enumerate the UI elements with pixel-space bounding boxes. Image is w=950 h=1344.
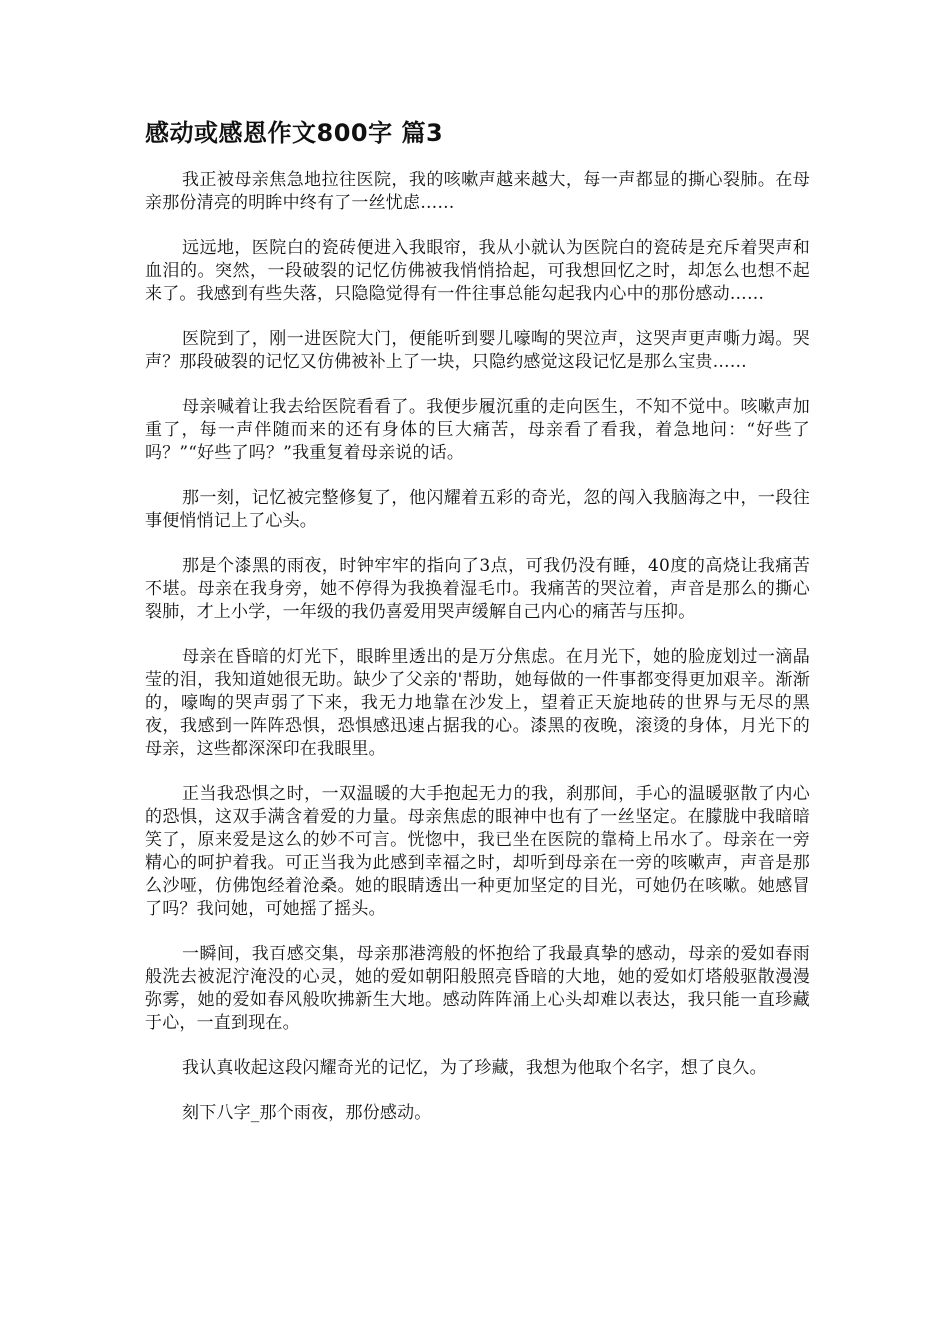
document-title: 感动或感恩作文800字 篇3 [145,119,444,147]
paragraph-10: 我认真收起这段闪耀奇光的记忆，为了珍藏，我想为他取个名字，想了良久。 [182,1058,767,1078]
paragraph-1: 我正被母亲焦急地拉往医院，我的咳嗽声越来越大，每一声都显的撕心裂肺。在母亲那份清亮的明眸中终有了一丝忧虑…… [145,170,810,213]
paragraph-3: 医院到了，刚一进医院大门，便能听到婴儿嚎啕的哭泣声，这哭声更声嘶力竭。哭声？那段破裂的记忆又仿佛被补上了一块，只隐约感觉这段记忆是那么宝贵…… [145,329,810,372]
paragraph-9: 一瞬间，我百感交集，母亲那港湾般的怀抱给了我最真挚的感动，母亲的爱如春雨般洗去被泥泞淹没的心灵，她的爱如朝阳般照亮昏暗的大地，她的爱如灯塔般驱散漫漫弥雾，她的爱如春风般吹拂新生大地。感动阵阵涌上心头却难以表达，我只能一直珍藏于心，一直到现在。 [145,944,810,1033]
paragraph-11: 刻下八字_那个雨夜，那份感动。 [182,1103,432,1123]
document-page [145,117,810,1147]
paragraph-5: 那一刻，记忆被完整修复了，他闪耀着五彩的奇光，忽的闯入我脑海之中，一段往事便悄悄记上了心头。 [145,488,810,531]
paragraph-4: 母亲喊着让我去给医院看看了。我便步履沉重的走向医生，不知不觉中。咳嗽声加重了，每一声伴随而来的还有身体的巨大痛苦，母亲看了看我，着急地问：“好些了吗？”“好些了吗？”我重复着母亲说的话。 [145,397,810,463]
paragraph-2: 远远地，医院白的瓷砖便进入我眼帘，我从小就认为医院白的瓷砖是充斥着哭声和血泪的。突然，一段破裂的记忆仿佛被我悄悄拾起，可我想回忆之时，却怎么也想不起来了。我感到有些失落，只隐隐觉得有一件往事总能勾起我内心中的那份感动…… [145,238,810,304]
paragraph-7: 母亲在昏暗的灯光下，眼眸里透出的是万分焦虑。在月光下，她的脸庞划过一滴晶莹的泪，我知道她很无助。缺少了父亲的'帮助，她每做的一件事都变得更加艰辛。渐渐的，嚎啕的哭声弱了下来，我无力地靠在沙发上，望着正天旋地砖的世界与无尽的黑夜，我感到一阵阵恐惧，恐惧感迅速占据我的心。漆黑的夜晚，滚烫的身体，月光下的母亲，这些都深深印在我眼里。 [145,647,810,759]
paragraph-6: 那是个漆黑的雨夜，时钟牢牢的指向了3点，可我仍没有睡，40度的高烧让我痛苦不堪。母亲在我身旁，她不停得为我换着湿毛巾。我痛苦的哭泣着，声音是那么的撕心裂肺，才上小学，一年级的我仍喜爱用哭声缓解自己内心的痛苦与压抑。 [145,556,810,622]
paragraph-8: 正当我恐惧之时，一双温暖的大手抱起无力的我，刹那间，手心的温暖驱散了内心的恐惧，这双手满含着爱的力量。母亲焦虑的眼神中也有了一丝坚定。在朦胧中我暗暗笑了，原来爱是这么的妙不可言。恍惚中，我已坐在医院的靠椅上吊水了。母亲在一旁精心的呵护着我。可正当我为此感到幸福之时，却听到母亲在一旁的咳嗽声，声音是那么沙哑，仿佛饱经着沧桑。她的眼睛透出一种更加坚定的目光，可她仍在咳嗽。她感冒了吗？我问她，可她摇了摇头。 [145,784,810,919]
